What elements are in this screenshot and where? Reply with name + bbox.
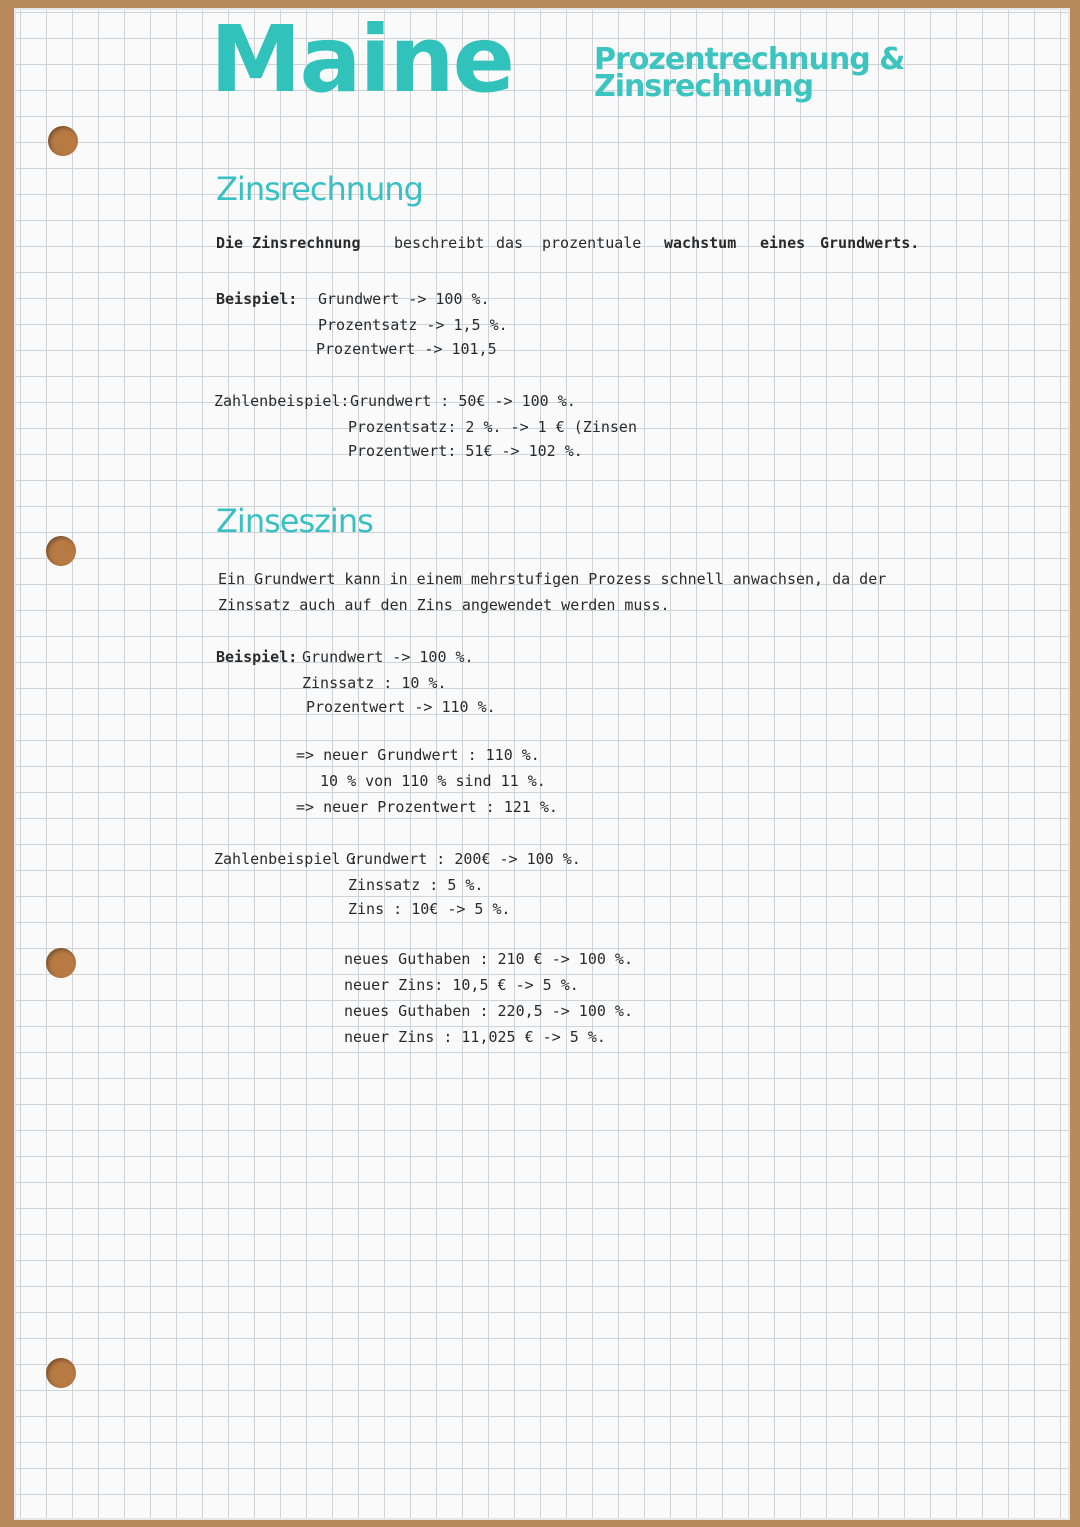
example-line: Prozentwert -> 110 %. xyxy=(306,698,496,716)
punch-hole xyxy=(46,1358,76,1388)
number-example-line: Prozentsatz: 2 %. -> 1 € (Zinsen xyxy=(348,418,637,436)
number-example-label: Zahlenbeispiel: xyxy=(214,392,350,410)
intro-text: beschreibt xyxy=(394,234,485,252)
notebook-page xyxy=(14,8,1070,1520)
section-heading: Zinseszins xyxy=(216,502,373,540)
intro-text: eines xyxy=(760,234,806,252)
number-result-line: neuer Zins: 10,5 € -> 5 %. xyxy=(344,976,579,994)
result-line: 10 % von 110 % sind 11 %. xyxy=(320,772,546,790)
result-line: => neuer Grundwert : 110 %. xyxy=(296,746,540,764)
number-example-line: Prozentwert: 51€ -> 102 %. xyxy=(348,442,583,460)
example-line: Zinssatz : 10 %. xyxy=(302,674,447,692)
page-subtitle xyxy=(594,42,905,104)
punch-hole xyxy=(46,948,76,978)
number-example-line: Zins : 10€ -> 5 %. xyxy=(348,900,511,918)
example-label: Beispiel: xyxy=(216,648,298,666)
number-result-line: neuer Zins : 11,025 € -> 5 %. xyxy=(344,1028,606,1046)
intro-text: wachstum xyxy=(664,234,737,252)
intro-text: Ein Grundwert kann in einem mehrstufigen Prozess schnell anwachsen, da der xyxy=(218,570,887,588)
example-line: Grundwert -> 100 %. xyxy=(302,648,474,666)
number-example-line: Grundwert : 50€ -> 100 %. xyxy=(350,392,576,410)
number-example-label: Zahlenbeispiel : xyxy=(214,850,359,868)
example-line: Grundwert -> 100 %. xyxy=(318,290,490,308)
punch-hole xyxy=(48,126,78,156)
example-line: Prozentsatz -> 1,5 %. xyxy=(318,316,508,334)
intro-text: das xyxy=(496,234,524,252)
example-line: Prozentwert -> 101,5 xyxy=(316,340,497,358)
intro-text: Die Zinsrechnung xyxy=(216,234,361,252)
subtitle-line: Prozentrechnung & xyxy=(594,42,905,77)
page-title: Maine xyxy=(210,6,514,113)
number-result-line: neues Guthaben : 220,5 -> 100 %. xyxy=(344,1002,633,1020)
intro-text: Zinssatz auch auf den Zins angewendet werden muss. xyxy=(218,596,670,614)
intro-text: Grundwerts. xyxy=(820,234,920,252)
number-example-line: Zinssatz : 5 %. xyxy=(348,876,484,894)
intro-text: prozentuale xyxy=(542,234,642,252)
section-heading: Zinsrechnung xyxy=(216,170,423,208)
result-line: => neuer Prozentwert : 121 %. xyxy=(296,798,558,816)
subtitle-line: Zinsrechnung xyxy=(594,69,814,104)
number-example-line: Grundwert : 200€ -> 100 %. xyxy=(346,850,581,868)
number-result-line: neues Guthaben : 210 € -> 100 %. xyxy=(344,950,633,968)
example-label: Beispiel: xyxy=(216,290,298,308)
punch-hole xyxy=(46,536,76,566)
